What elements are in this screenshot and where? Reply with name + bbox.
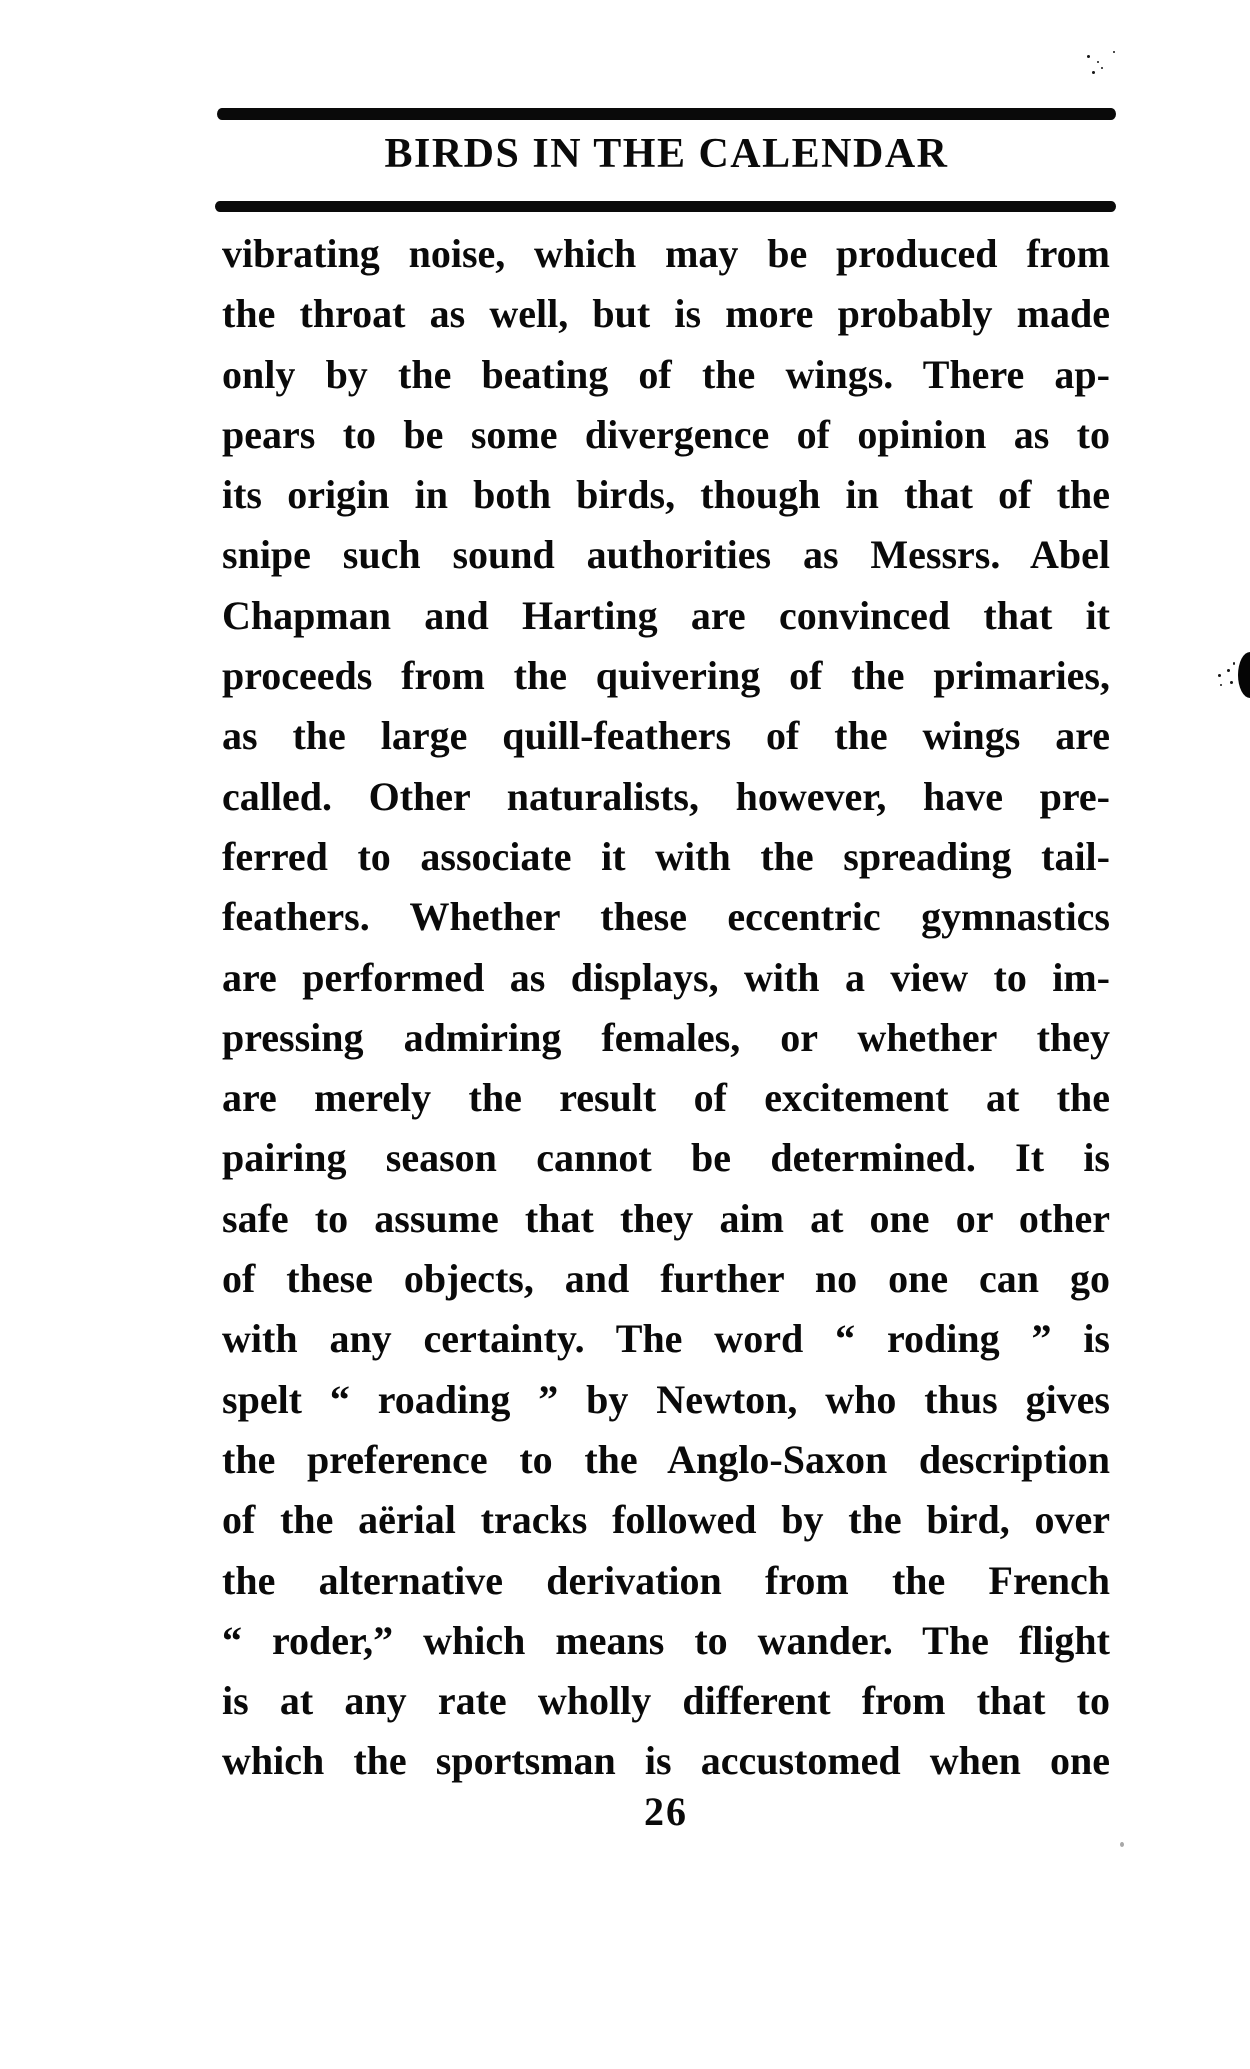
text-line: pressing admiring females, or whether they	[222, 1014, 1110, 1060]
text-line: proceeds from the quivering of the primaries,	[222, 653, 1110, 699]
header-bottom-rule	[215, 201, 1116, 212]
text-line: the throat as well, but is more probably made	[222, 291, 1110, 337]
scan-speckle	[1227, 669, 1230, 672]
text-line: which the sportsman is accustomed when one	[222, 1738, 1110, 1784]
text-line: is at any rate wholly different from that to	[222, 1678, 1110, 1724]
body-text	[222, 224, 1110, 1792]
text-line: spelt “ roading ” by Newton, who thus gives	[222, 1376, 1110, 1422]
right-edge-ink-smudge	[1238, 652, 1250, 698]
text-line: of these objects, and further no one can go	[222, 1256, 1110, 1302]
scan-speckle	[1230, 681, 1233, 684]
text-line: only by the beating of the wings. There ap-	[222, 351, 1110, 397]
text-line: pairing season cannot be determined. It is	[222, 1135, 1110, 1181]
text-line: Chapman and Harting are convinced that it	[222, 592, 1110, 638]
scan-speckle	[1218, 674, 1221, 677]
text-line: as the large quill-feathers of the wings are	[222, 713, 1110, 759]
text-line: called. Other naturalists, however, have pre-	[222, 773, 1110, 819]
text-line: are performed as displays, with a view to im-	[222, 954, 1110, 1000]
text-line: are merely the result of excitement at the	[222, 1075, 1110, 1121]
text-line: of the aërial tracks followed by the bird, over	[222, 1497, 1110, 1543]
text-line: feathers. Whether these eccentric gymnastics	[222, 894, 1110, 940]
text-line: pears to be some divergence of opinion as to	[222, 411, 1110, 457]
text-line: its origin in both birds, though in that of the	[222, 472, 1110, 518]
page-number: 26	[644, 1789, 688, 1834]
text-line: the alternative derivation from the French	[222, 1557, 1110, 1603]
text-line: safe to assume that they aim at one or other	[222, 1195, 1110, 1241]
scan-speckle	[1113, 51, 1115, 53]
text-line: with any certainty. The word “ roding ” is	[222, 1316, 1110, 1362]
scan-speckle	[1092, 71, 1095, 74]
scan-speckle	[1220, 684, 1222, 686]
scan-speckle	[1101, 67, 1103, 69]
scan-speckle	[1233, 662, 1235, 665]
header-top-rule	[217, 108, 1116, 120]
text-line: the preference to the Anglo-Saxon description	[222, 1436, 1110, 1482]
text-line: vibrating noise, which may be produced from	[222, 231, 1110, 276]
scan-speckle	[1097, 61, 1099, 63]
text-line: ferred to associate it with the spreading tail-	[222, 833, 1110, 879]
scan-speckle	[1087, 55, 1090, 58]
scan-speckle	[1120, 1842, 1124, 1847]
text-line: snipe such sound authorities as Messrs. Abel	[222, 532, 1110, 578]
text-line: “ roder,” which means to wander. The flight	[222, 1617, 1110, 1663]
running-header-title: BIRDS IN THE CALENDAR	[384, 131, 949, 177]
